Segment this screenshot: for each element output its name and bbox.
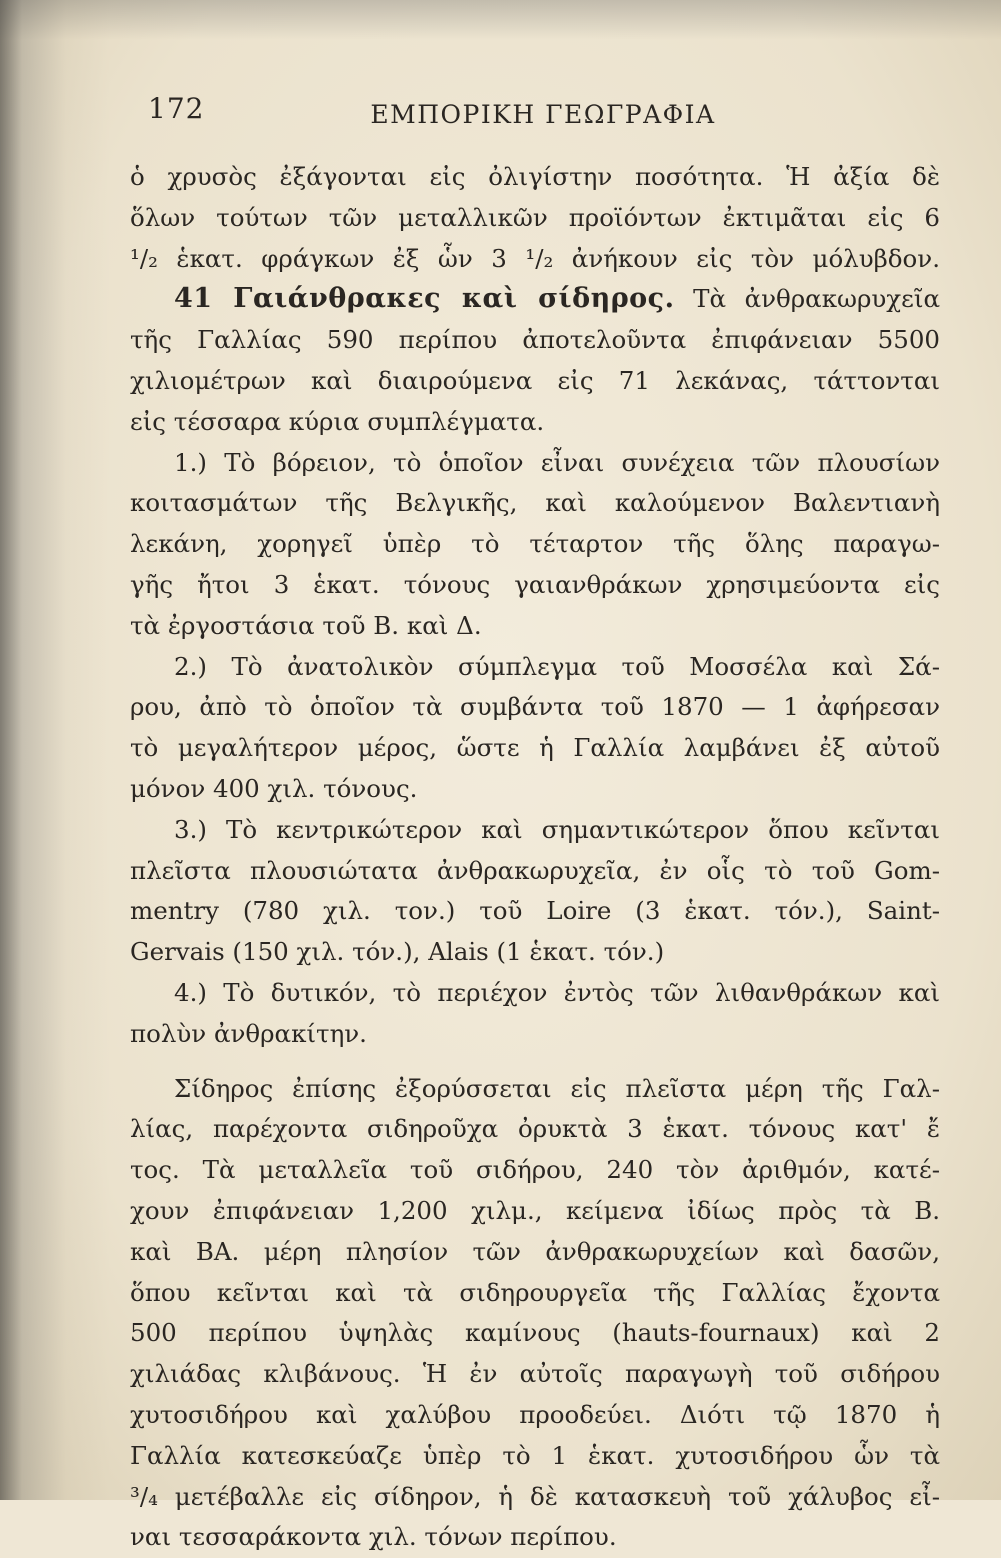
text-line: τὸ μεγαλήτερον μέρος, ὥστε ἡ Γαλλία λαμβάνει ἐξ αὐτοῦ bbox=[130, 733, 940, 763]
text-line: λεκάνη, χορηγεῖ ὑπὲρ τὸ τέταρτον τῆς ὅλης παραγω- bbox=[130, 529, 940, 559]
text-line: ρου, ἀπὸ τὸ ὁποῖον τὰ συμβάντα τοῦ 1870 — 1 ἀφήρεσαν bbox=[130, 692, 940, 722]
text-line: χυτοσιδήρου καὶ χαλύβου προοδεύει. Διότι τῷ 1870 ἡ bbox=[130, 1399, 940, 1429]
text-line: εἰς τέσσαρα κύρια συμπλέγματα. bbox=[130, 406, 545, 436]
top-edge-shadow bbox=[0, 0, 1001, 40]
text-line: mentry (780 χιλ. τον.) τοῦ Loire (3 ἑκατ. τόν.), Saint- bbox=[130, 896, 940, 926]
text-line: 1.) Τὸ βόρειον, τὸ ὁποῖον εἶναι συνέχεια τῶν πλουσίων bbox=[174, 447, 940, 477]
text-line: καὶ ΒΑ. μέρη πλησίον τῶν ἀνθρακωρυχείων καὶ δασῶν, bbox=[130, 1236, 940, 1266]
page-number: 172 bbox=[148, 92, 205, 125]
text-line: Gervais (150 χιλ. τόν.), Alais (1 ἑκατ. τόν.) bbox=[130, 937, 665, 967]
text-line: κοιτασμάτων τῆς Βελγικῆς, καὶ καλούμενον Βαλεντιανὴ bbox=[130, 488, 940, 518]
paragraph-gap bbox=[130, 1055, 940, 1069]
text-line: ὁ χρυσὸς ἐξάγονται εἰς ὀλιγίστην ποσότητα. Ἡ ἀξία δὲ bbox=[130, 162, 940, 191]
section-heading-line: 41 Γαιάνθρακες καὶ σίδηρος. Τὰ ἀνθρακωρυχεῖα bbox=[174, 283, 940, 315]
text-line: ναι τεσσαράκοντα χιλ. τόνων περίπου. bbox=[130, 1522, 617, 1552]
text-line: γῆς ἤτοι 3 ἑκατ. τόνους γαιανθράκων χρησιμεύοντα εἰς bbox=[130, 569, 940, 599]
text-line: 3.) Τὸ κεντρικώτερον καὶ σημαντικώτερον ὅπου κεῖνται bbox=[174, 814, 940, 844]
text-line: 4.) Τὸ δυτικόν, τὸ περιέχον ἐντὸς τῶν λιθανθράκων καὶ bbox=[174, 977, 940, 1007]
running-head bbox=[148, 92, 938, 136]
text-line: 500 περίπου ὑψηλὰς καμίνους (hauts-fournaux) καὶ 2 bbox=[130, 1318, 940, 1348]
running-title: ΕΜΠΟΡΙΚΗ ΓΕΩΓΡΑΦΙΑ bbox=[370, 100, 716, 129]
section-heading: 41 Γαιάνθρακες καὶ σίδηρος. bbox=[174, 283, 675, 315]
text-line: Σίδηρος ἐπίσης ἐξορύσσεται εἰς πλεῖστα μέρη τῆς Γαλ- bbox=[174, 1073, 940, 1103]
text-line: τὰ ἐργοστάσια τοῦ Β. καὶ Δ. bbox=[130, 610, 482, 640]
text-line: ὅλων τούτων τῶν μεταλλικῶν προϊόντων ἐκτιμᾶται εἰς 6 bbox=[130, 202, 940, 232]
text-line: χιλιάδας κλιβάνους. Ἡ ἐν αὐτοῖς παραγωγὴ τοῦ σιδήρου bbox=[130, 1359, 940, 1389]
binding-shadow bbox=[0, 0, 110, 1500]
text-line: τος. Τὰ μεταλλεῖα τοῦ σιδήρου, 240 τὸν ἀριθμόν, κατέ- bbox=[130, 1155, 940, 1185]
text-line: Γαλλία κατεσκεύαζε ὑπὲρ τὸ 1 ἑκατ. χυτοσιδήρου ὧν τὰ bbox=[130, 1440, 940, 1470]
body-text bbox=[130, 157, 940, 1558]
text-line: πλεῖστα πλουσιώτατα ἀνθρακωρυχεῖα, ἐν οἷς τὸ τοῦ Gom- bbox=[130, 855, 940, 885]
text-line: ³/₄ μετέβαλλε εἰς σίδηρον, ἡ δὲ κατασκευὴ τοῦ χάλυβος εἶ- bbox=[130, 1481, 940, 1511]
text-line: χιλιομέτρων καὶ διαιρούμενα εἰς 71 λεκάνας, τάττονται bbox=[130, 365, 940, 395]
text-line: τῆς Γαλλίας 590 περίπου ἀποτελοῦντα ἐπιφάνειαν 5500 bbox=[130, 325, 940, 355]
text-line: πολὺν ἀνθρακίτην. bbox=[130, 1018, 367, 1048]
text-line: χουν ἐπιφάνειαν 1,200 χιλμ., κείμενα ἰδίως πρὸς τὰ Β. bbox=[130, 1195, 940, 1225]
text-line: ὅπου κεῖνται καὶ τὰ σιδηρουργεῖα τῆς Γαλλίας ἔχοντα bbox=[130, 1277, 940, 1307]
text-line: λίας, παρέχοντα σιδηροῦχα ὀρυκτὰ 3 ἑκατ. τόνους κατ' ἔ bbox=[130, 1114, 940, 1144]
text-line: ¹/₂ ἑκατ. φράγκων ἐξ ὧν 3 ¹/₂ ἀνήκουν εἰς τὸν μόλυβδον. bbox=[130, 243, 940, 273]
text-line: μόνον 400 χιλ. τόνους. bbox=[130, 773, 418, 803]
text-line: 2.) Τὸ ἀνατολικὸν σύμπλεγμα τοῦ Μοσσέλα καὶ Σά- bbox=[174, 651, 940, 681]
